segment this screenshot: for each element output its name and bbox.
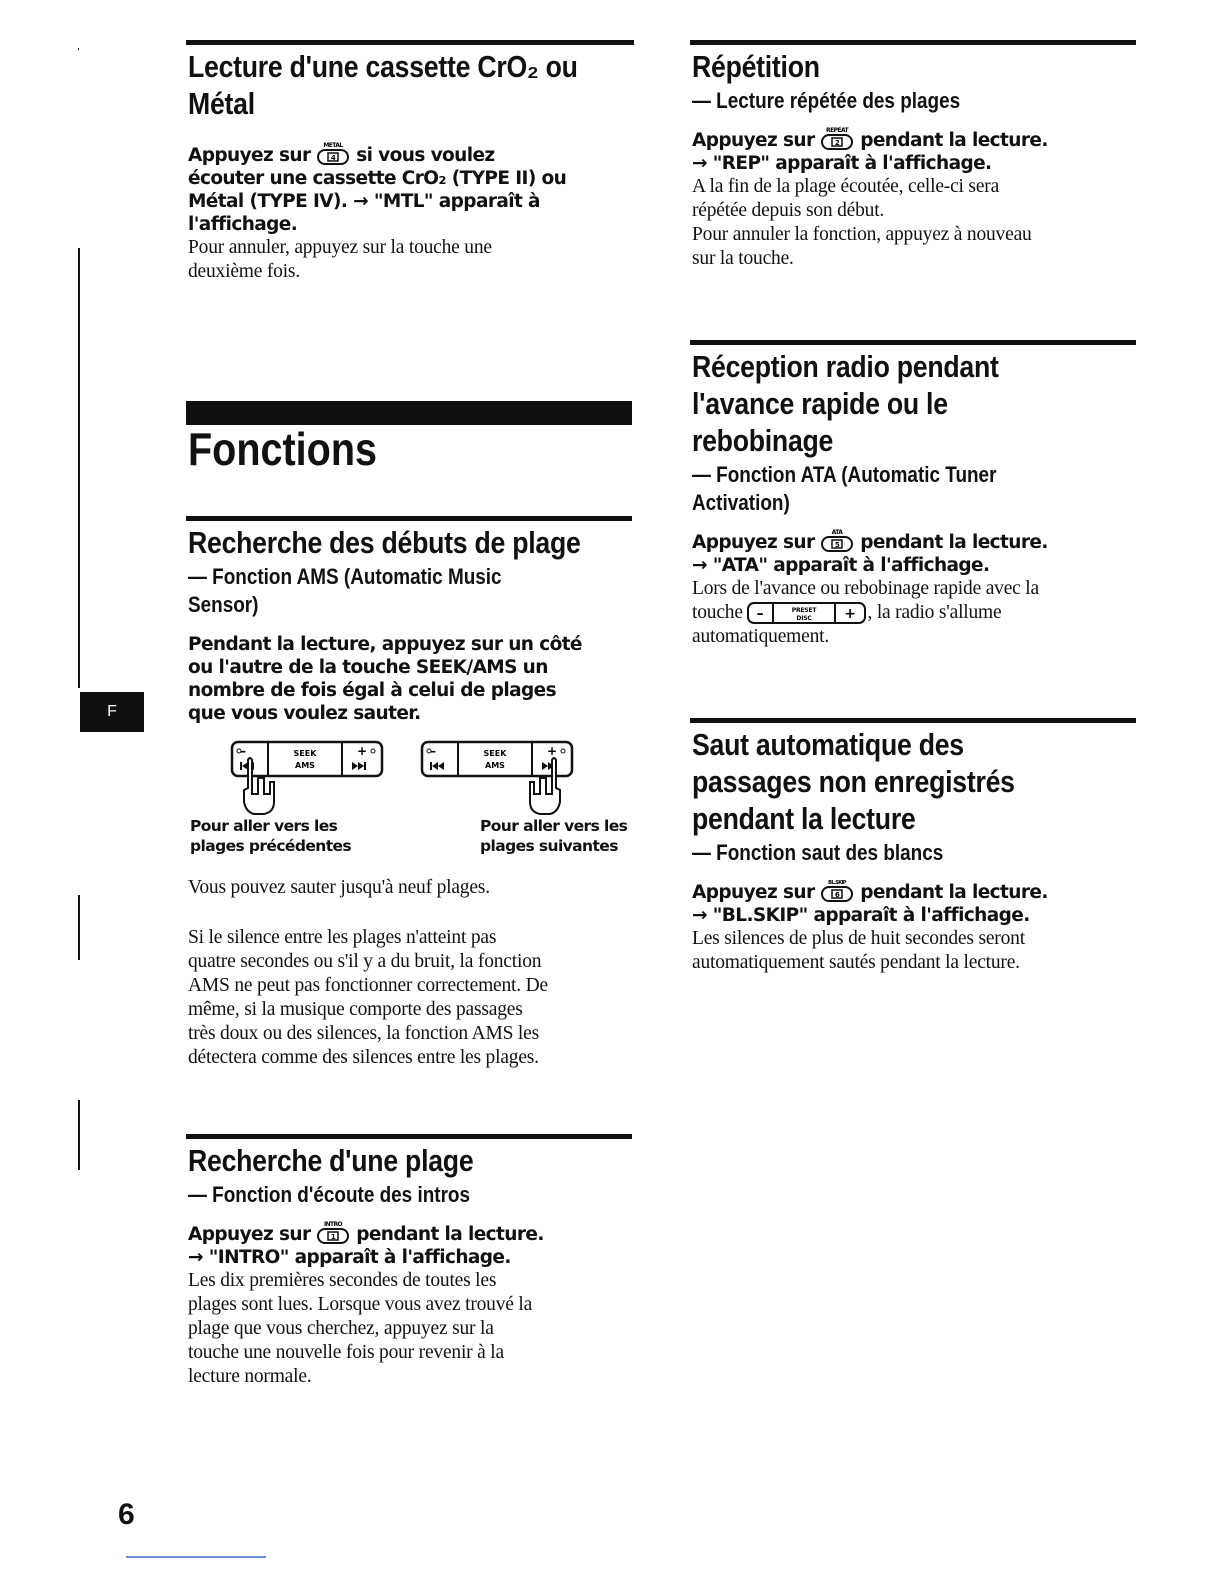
section-ata [692,348,1138,649]
button-label: INTRO [324,1221,343,1228]
caption-previous: Pour aller vers les plages précédentes [190,817,352,855]
ams-label: AMS [485,761,505,770]
button-number: 5 [835,541,840,549]
ams-label: AMS [295,761,315,770]
section-rule [690,40,1136,45]
blank-skip-button-icon [820,880,854,903]
instruction: Appuyez sur REPEAT 2 pendant la lecture. → "REP" apparaît à l'affichage. [692,127,1048,174]
pointing-hand-icon [244,758,274,814]
section-subtitle: — Lecture répétée des plages [692,88,961,113]
chapter-title-block [188,424,408,474]
body-text: Pour annuler, appuyez sur la touche une deuxième fois. [188,237,492,282]
button-number: 2 [835,139,840,147]
minus-label: – [430,744,436,758]
button-label: ATA [832,529,843,536]
section-rule [690,340,1136,345]
section-rule [186,1134,632,1139]
chapter-title: Fonctions [188,423,377,475]
section-repeat [692,48,1138,271]
margin-line [78,48,79,50]
section-title: Répétition [692,49,820,84]
section-subtitle: — Fonction d'écoute des intros [188,1182,471,1207]
language-tab [80,692,144,732]
chapter-bar [186,401,632,425]
section-blank-skip [692,726,1138,975]
body-text: Si le silence entre les plages n'atteint pas quatre secondes ou s'il y a du bruit, la fonction AMS ne peut pas fonctionner correctement. De même, si la musique comporte des passages très doux ou des silences, la fonction AMS les détectera comme des silences entre les plages. [188,927,548,1068]
page-number: 6 [118,1498,135,1531]
preset-plus: + [844,605,857,622]
instruction: Appuyez sur INTRO 1 pendant la lecture. → "INTRO" apparaît à l'affichage. [188,1221,544,1268]
intro-button-icon [316,1221,350,1245]
body-text: Les silences de plus de huit secondes seront automatiquement sautés pendant la lecture. [692,928,1025,973]
next-track-icon [352,762,366,770]
section-title: Réception radio pendant l'avance rapide ou le rebobinage [692,349,999,458]
instruction: Appuyez sur METAL 4 si vous voulez écouter une cassette CrO₂ (TYPE II) ou Métal (TYPE IV). → "MTL" apparaît à l'affichage. [188,142,567,235]
section-title: Saut automatique des passages non enregistrés pendant la lecture [692,727,1015,836]
metal-button-icon [316,142,350,166]
body-text: Lors de l'avance ou rebobinage rapide avec la touche – + PRESET DISC , la radio s'allume automatiquement. [692,578,1039,647]
seek-label: SEEK [293,749,317,758]
preset-label: PRESET [792,606,817,614]
previous-track-icon [430,762,444,770]
ata-button-icon [820,529,854,553]
button-label: REPEAT [826,127,849,134]
section-subtitle: — Fonction saut des blancs [692,840,944,865]
caption-next: Pour aller vers les plages suivantes [480,817,628,855]
section-title: Lecture d'une cassette CrO₂ ou Métal [188,49,578,121]
section-intro [188,1142,634,1389]
preset-minus: – [757,605,764,622]
margin-line [78,248,80,688]
seek-label: SEEK [483,749,507,758]
disc-label: DISC [796,614,813,622]
instruction: Appuyez sur BL.SKIP 6 pendant la lecture. → "BL.SKIP" apparaît à l'affichage. [692,880,1048,926]
section-rule [186,516,632,521]
instruction: Pendant la lecture, appuyez sur un côté ou l'autre de la touche SEEK/AMS un nombre de fois égal à celui de plages que vous voulez sauter. [188,634,582,724]
margin-line [78,1100,80,1170]
section-rule [186,40,634,45]
button-label: METAL [323,142,343,149]
plus-label: + [357,744,368,758]
seek-ams-illustration-left [228,738,398,827]
minus-label: – [240,744,246,758]
button-label: BL.SKIP [828,880,847,886]
preset-disc-button-icon [747,603,867,625]
bottom-line [126,1556,266,1558]
section-title: Recherche d'une plage [188,1143,474,1178]
section-title: Recherche des débuts de plage [188,525,581,560]
section-cro2 [188,48,634,284]
instruction: Appuyez sur ATA 5 pendant la lecture. → "ATA" apparaît à l'affichage. [692,529,1048,576]
section-subtitle: — Fonction AMS (Automatic Music Sensor) [188,564,502,617]
button-number: 6 [835,891,840,899]
body-text: A la fin de la plage écoutée, celle-ci sera répétée depuis son début. Pour annuler la fonction, appuyez à nouveau sur la touche. [692,176,1032,269]
seek-ams-illustration-right [418,738,588,827]
section-ams [188,524,634,725]
repeat-button-icon [820,127,854,151]
section-subtitle: — Fonction ATA (Automatic Tuner Activation) [692,462,997,515]
plus-label: + [547,744,558,758]
section-rule [690,718,1136,723]
body-text: Vous pouvez sauter jusqu'à neuf plages. [188,877,490,898]
language-tab-label: F [107,703,117,720]
margin-line [78,895,80,960]
body-text: Les dix premières secondes de toutes les plages sont lues. Lorsque vous avez trouvé la plage que vous cherchez, appuyez sur la touche une nouvelle fois pour revenir à la lecture normale. [188,1270,533,1387]
button-number: 4 [331,154,336,162]
button-number: 1 [331,1233,336,1241]
